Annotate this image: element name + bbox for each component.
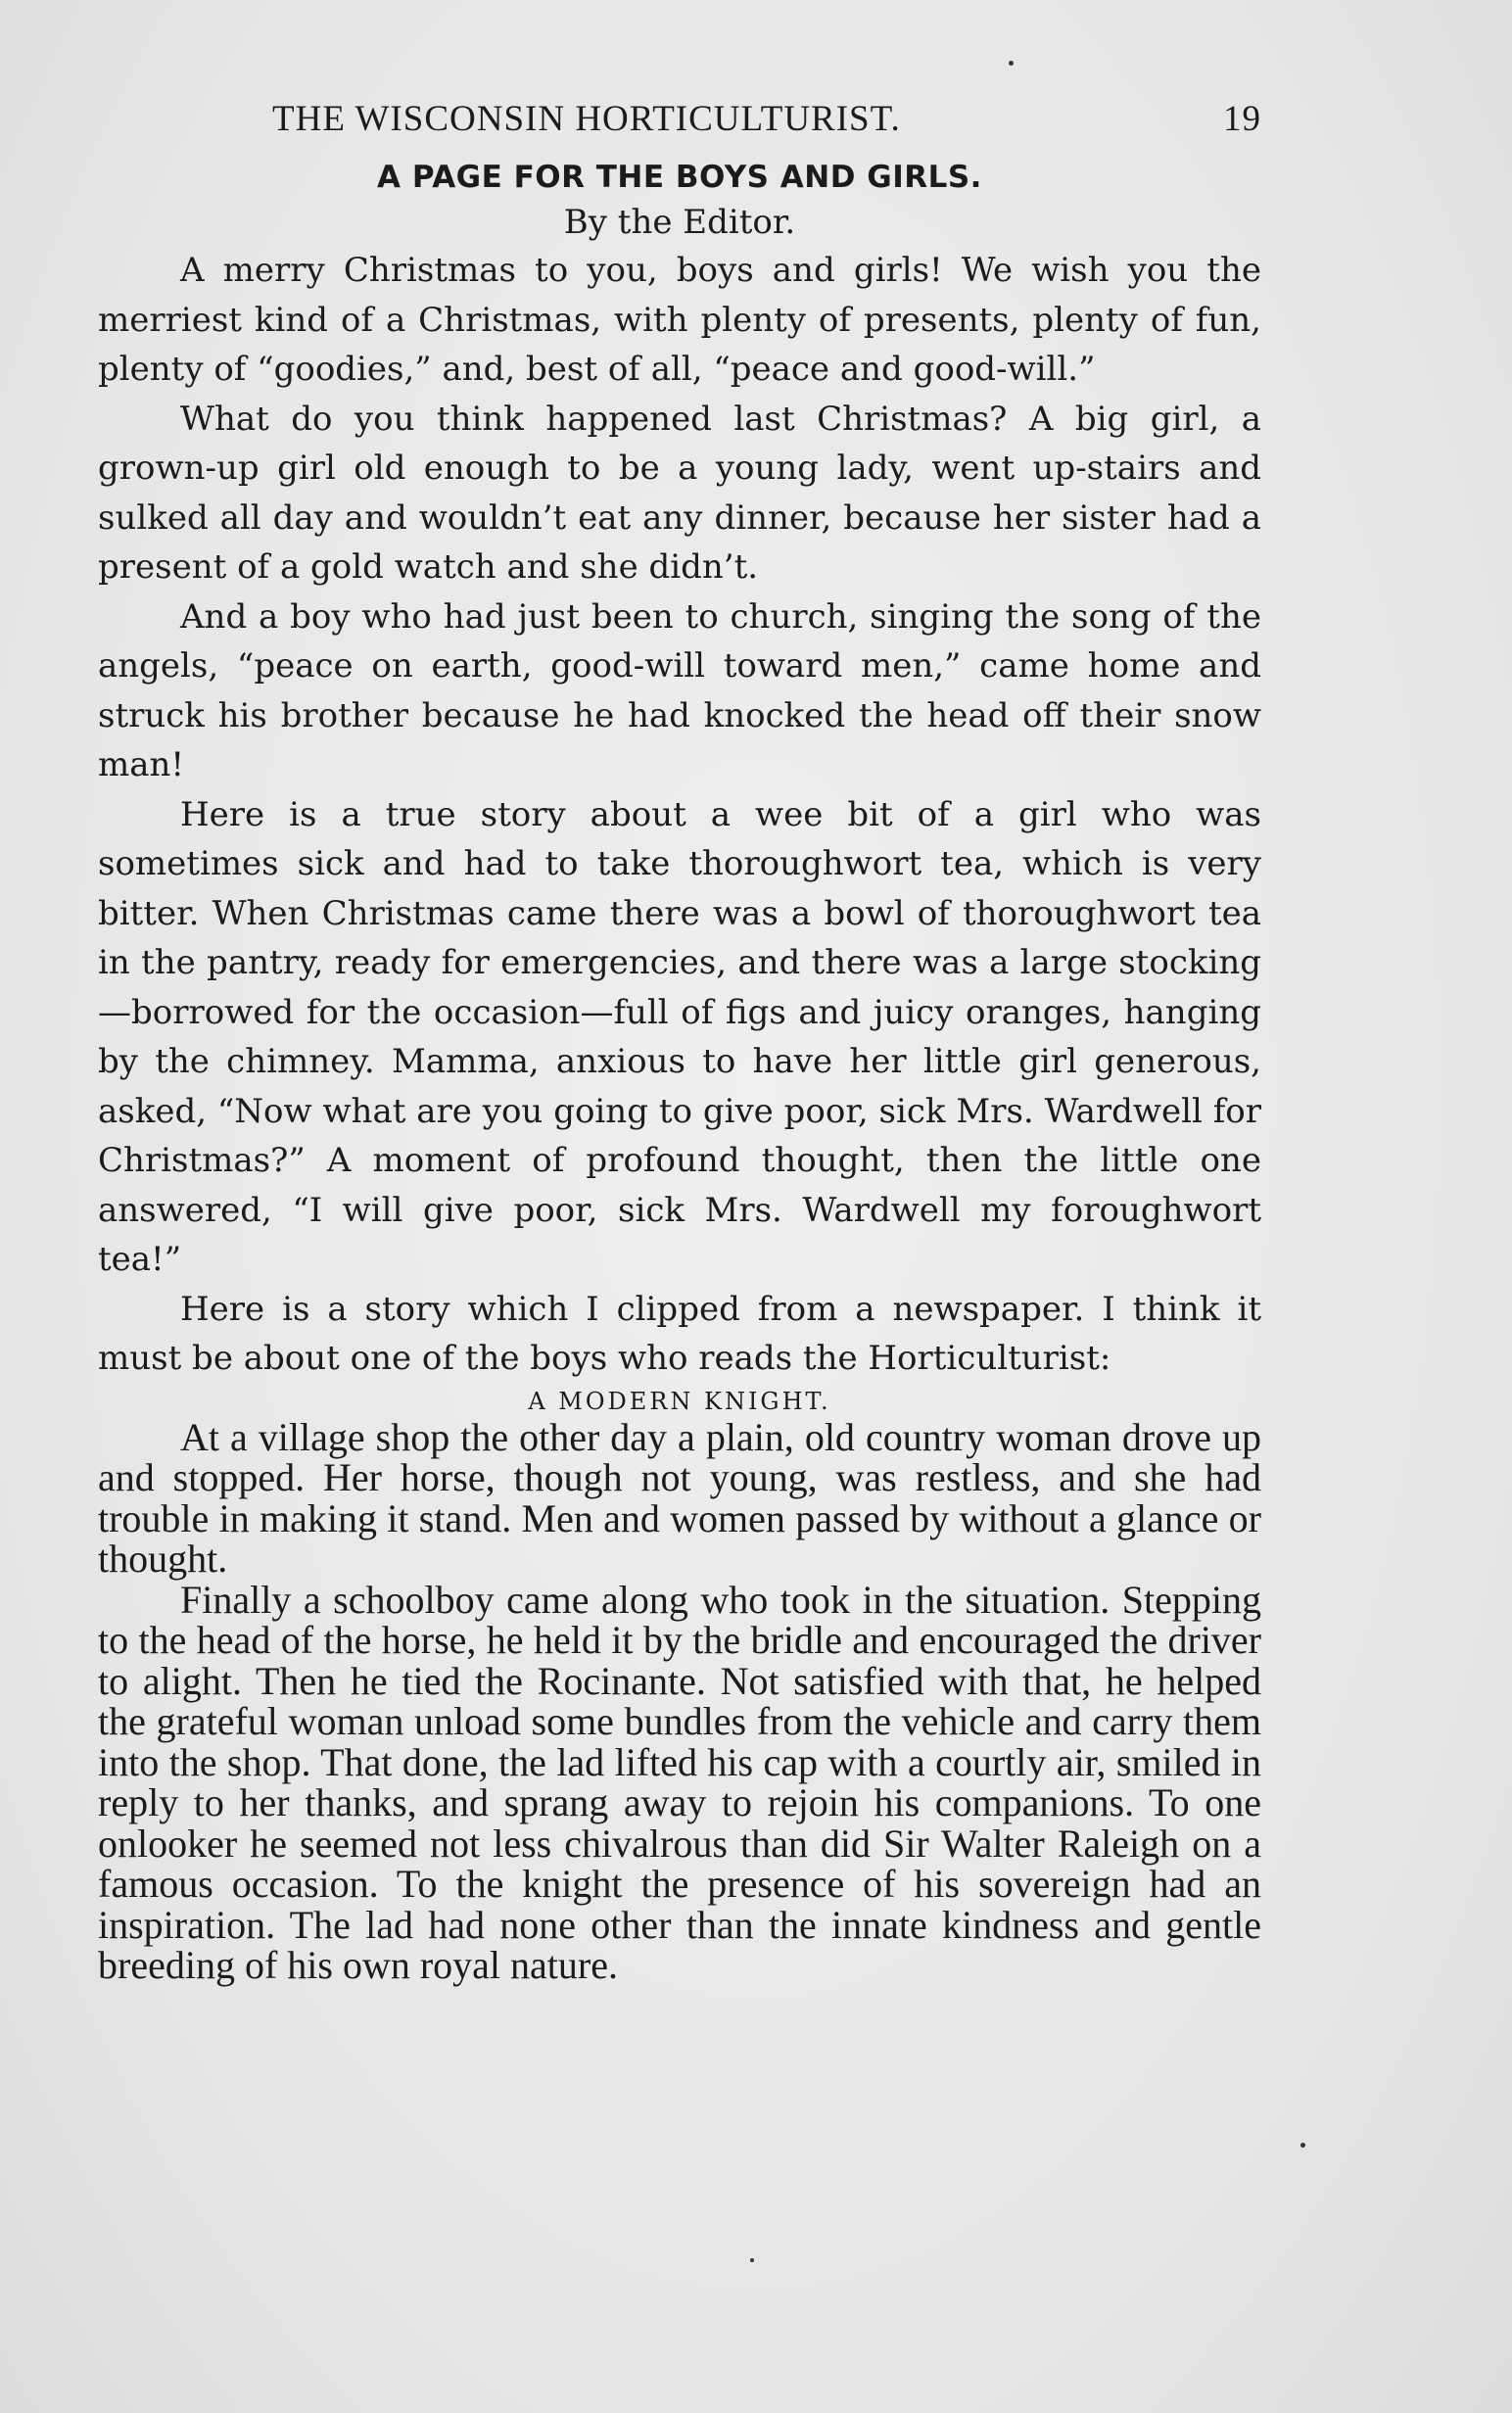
paragraph: Here is a true story about a wee bit of a girl who was sometimes sick and had to take thoroughwort tea, which is very bitter. When Christmas came there was a bowl of thoroughwort tea in the pantry, ready for emergencies, and there was a large stocking—borrowed for the occasion—full of figs and juicy oranges, hanging by the chimney. Mamma, anxious to have her little girl generous, asked, “Now what are you going to give poor, sick Mrs. Wardwell for Christmas?” A moment of profound thought, then the little one answered, “I will give poor, sick Mrs. Wardwell my foroughwort tea!” [98, 794, 1261, 1279]
ink-speck [750, 2258, 754, 2262]
clipping-paragraph: Finally a schoolboy came along who took in the situation. Stepping to the head of the horse, he held it by the bridle and encouraged the driver to alight. Then he tied the Rocinante. Not satisfied with that, he helped the grateful woman unload some bundles from the vehicle and carry them into the shop. That done, the lad lifted his cap with a courtly air, smiled in reply to her thanks, and sprang away to rejoin his companions. To one onlooker he seemed not less chivalrous than did Sir Walter Raleigh on a famous occasion. To the knight the presence of his sovereign had an inspiration. The lad had none other than the innate kindness and gentle breeding of his own royal nature. [98, 1577, 1261, 1987]
article-byline: By the Editor. [563, 203, 796, 242]
paragraph: Here is a story which I clipped from a newspaper. I think it must be about one of the boys who reads the Horticulturist: [98, 1289, 1261, 1378]
ink-speck [1300, 2143, 1305, 2148]
page-number: 19 [1223, 99, 1261, 139]
clipping-title: A MODERN KNIGHT. [528, 1387, 831, 1415]
paragraph: A merry Christmas to you, boys and girls! We wish you the merriest kind of a Christmas, with plenty of presents, plenty of fun, plenty of “goodies,” and, best of all, “peace and good-will.” [98, 251, 1261, 389]
paragraph: And a boy who had just been to church, singing the song of the angels, “peace on earth, good-will toward men,” came home and struck his brother because he had knocked the head off their snow man! [98, 596, 1261, 784]
running-title: THE WISCONSIN HORTICULTURIST. [272, 99, 901, 139]
ink-speck [1009, 61, 1014, 66]
running-header [98, 93, 1261, 148]
article-title: A PAGE FOR THE BOYS AND GIRLS. [377, 160, 982, 195]
paragraph: What do you think happened last Christmas? A big girl, a grown-up girl old enough to be a young lady, went up-stairs and sulked all day and wouldn’t eat any dinner, because her sister had a present of a gold watch and she didn’t. [98, 399, 1261, 587]
printed-page [98, 93, 1261, 1986]
clipping-paragraph: At a village shop the other day a plain, old country woman drove up and stopped. Her horse, though not young, was restless, and she had trouble in making it stand. Men and women passed by without a glance or thought. [98, 1414, 1261, 1581]
